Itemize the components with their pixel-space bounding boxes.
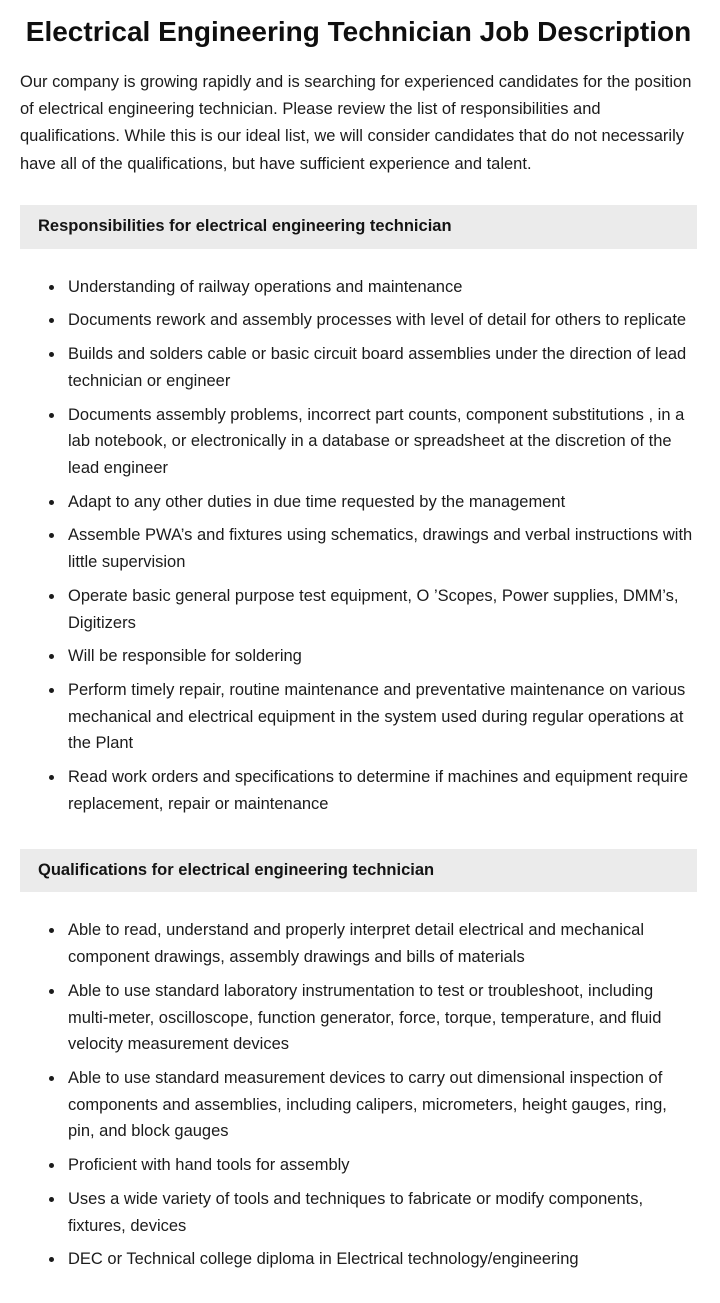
- responsibilities-heading: Responsibilities for electrical engineering technician: [20, 205, 697, 249]
- intro-paragraph: Our company is growing rapidly and is searching for experienced candidates for the position of electrical engineering technician. Please review the list of responsibilities and qualifications. While this is our ideal list, we will consider candidates that do not necessarily have all of the qualifications, but have sufficient experience and talent.: [20, 73, 692, 173]
- list-item: • Able to use standard measurement devices to carry out dimensional inspection of components and assemblies, including calipers, micrometers, height gauges, ring, pin, and block gauges: [65, 1065, 697, 1145]
- list-item: • Perform timely repair, routine maintenance and preventative maintenance on various mechanical and electrical equipment in the system used during regular operations at the Plant: [65, 677, 697, 757]
- list-item: • Understanding of railway operations and maintenance: [65, 274, 697, 301]
- responsibilities-section: [20, 205, 697, 818]
- list-item: • Assemble PWA’s and fixtures using schematics, drawings and verbal instructions with little supervision: [65, 522, 697, 575]
- list-item: • Documents assembly problems, incorrect part counts, component substitutions , in a lab notebook, or electronically in a database or spreadsheet at the discretion of the lead engineer: [65, 402, 697, 482]
- qualifications-section: [20, 849, 697, 1273]
- list-item: • DEC or Technical college diploma in Electrical technology/engineering: [65, 1246, 697, 1273]
- list-item: • Builds and solders cable or basic circuit board assemblies under the direction of lead technician or engineer: [65, 341, 697, 394]
- list-item: • Documents rework and assembly processes with level of detail for others to replicate: [65, 307, 697, 334]
- list-item: • Operate basic general purpose test equipment, O ’Scopes, Power supplies, DMM’s, Digitizers: [65, 583, 697, 636]
- page-title: Electrical Engineering Technician Job Description: [25, 16, 692, 47]
- list-item: • Will be responsible for soldering: [65, 643, 697, 670]
- qualifications-list: [20, 917, 697, 1273]
- list-item: • Able to read, understand and properly interpret detail electrical and mechanical component drawings, assembly drawings and bills of materials: [65, 917, 697, 970]
- list-item: • Proficient with hand tools for assembly: [65, 1152, 697, 1179]
- list-item: • Able to use standard laboratory instrumentation to test or troubleshoot, including multi-meter, oscilloscope, function generator, force, torque, temperature, and fluid velocity measurement devices: [65, 978, 697, 1058]
- qualifications-heading: Qualifications for electrical engineering technician: [20, 849, 697, 893]
- list-item: • Adapt to any other duties in due time requested by the management: [65, 489, 697, 516]
- list-item: • Read work orders and specifications to determine if machines and equipment require replacement, repair or maintenance: [65, 764, 697, 817]
- responsibilities-list: [20, 274, 697, 818]
- list-item: • Uses a wide variety of tools and techniques to fabricate or modify components, fixtures, devices: [65, 1186, 697, 1239]
